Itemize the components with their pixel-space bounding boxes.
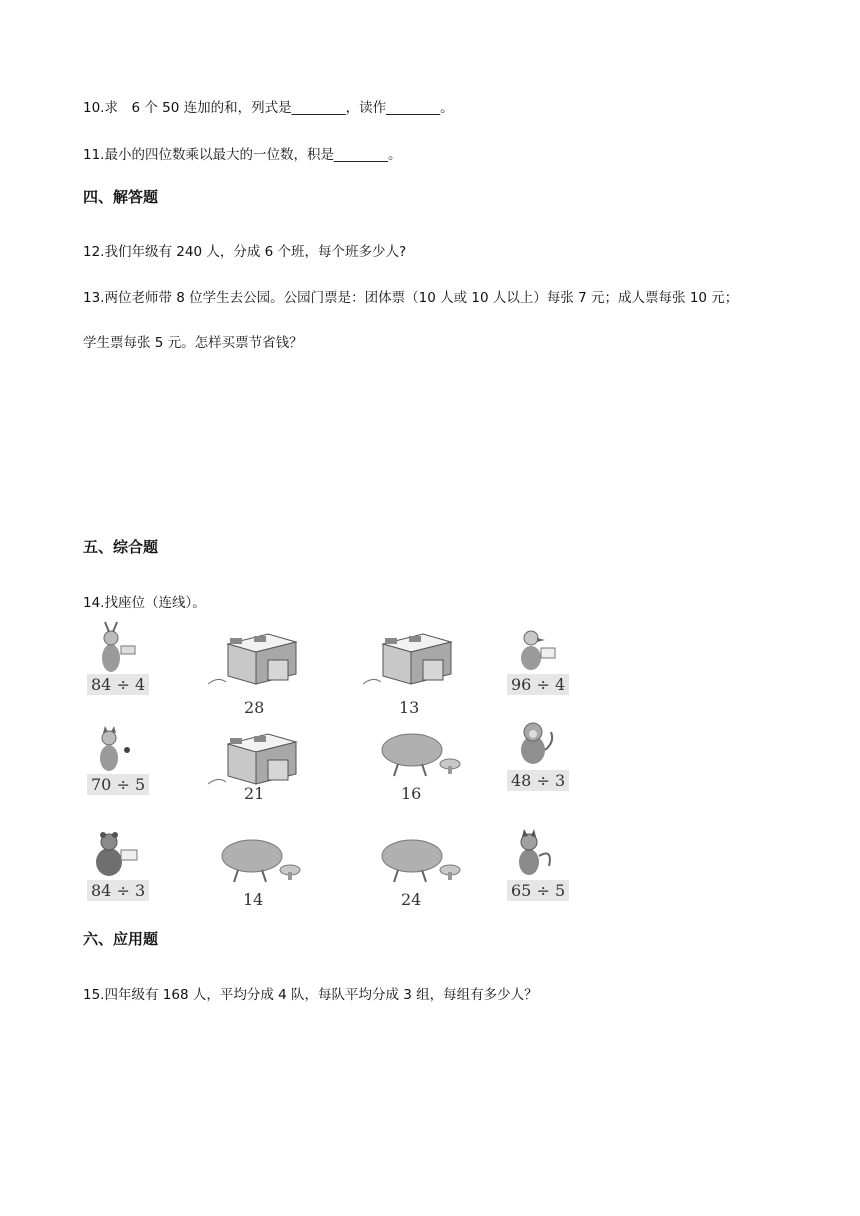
division-expression: 84 ÷ 4	[87, 674, 149, 695]
division-expression: 48 ÷ 3	[507, 770, 569, 791]
bird-figure-icon	[503, 620, 573, 676]
seat-number: 21	[244, 784, 265, 803]
seat-number: 13	[399, 698, 420, 717]
seat-number: 16	[401, 784, 422, 803]
chair-table-icon	[208, 624, 328, 694]
animal-card	[503, 620, 613, 710]
division-expression: 65 ÷ 5	[507, 880, 569, 901]
chair-seat	[208, 624, 318, 717]
question-10: 10.求 6 个 50 连加的和，列式是________，读作________。	[83, 100, 454, 116]
animal-card	[83, 826, 193, 916]
question-13-line-1: 13.两位老师带 8 位学生去公园。公园门票是：团体票（10 人或 10 人以上）每张 7 元；成人票每张 10 元；	[83, 290, 739, 306]
animal-card	[83, 720, 193, 810]
mushroom-seat	[378, 830, 488, 920]
chair-table-icon	[363, 624, 483, 694]
animal-card	[503, 716, 613, 806]
cat-figure-icon	[503, 826, 573, 882]
section-5-title: 五、综合题	[83, 538, 159, 556]
mushroom-icon	[378, 724, 478, 784]
mushroom-seat	[218, 830, 328, 920]
bear-figure-icon	[83, 826, 153, 882]
chair-seat	[363, 624, 473, 717]
chair-seat	[208, 724, 318, 814]
seat-number: 28	[244, 698, 265, 717]
division-expression: 96 ÷ 4	[507, 674, 569, 695]
seat-matching-figure	[83, 620, 603, 910]
animal-card	[503, 826, 613, 916]
question-13-line-2: 学生票每张 5 元。怎样买票节省钱？	[83, 335, 303, 351]
animal-card	[83, 620, 193, 710]
division-expression: 84 ÷ 3	[87, 880, 149, 901]
seat-number: 24	[401, 890, 422, 909]
section-4-title: 四、解答题	[83, 188, 159, 206]
mushroom-icon	[378, 830, 478, 890]
seat-number: 14	[243, 890, 264, 909]
chair-table-icon	[208, 724, 328, 794]
question-14: 14.找座位（连线）。	[83, 595, 206, 611]
mushroom-icon	[218, 830, 318, 890]
monkey-figure-icon	[503, 716, 573, 772]
question-11: 11.最小的四位数乘以最大的一位数，积是________。	[83, 147, 402, 163]
cat-figure-icon	[83, 720, 153, 776]
question-12: 12.我们年级有 240 人，分成 6 个班，每个班多少人?	[83, 244, 407, 260]
division-expression: 70 ÷ 5	[87, 774, 149, 795]
section-6-title: 六、应用题	[83, 930, 159, 948]
question-15: 15.四年级有 168 人，平均分成 4 队，每队平均分成 3 组，每组有多少人？	[83, 987, 538, 1003]
rabbit-figure-icon	[83, 620, 153, 676]
mushroom-seat	[378, 724, 488, 814]
